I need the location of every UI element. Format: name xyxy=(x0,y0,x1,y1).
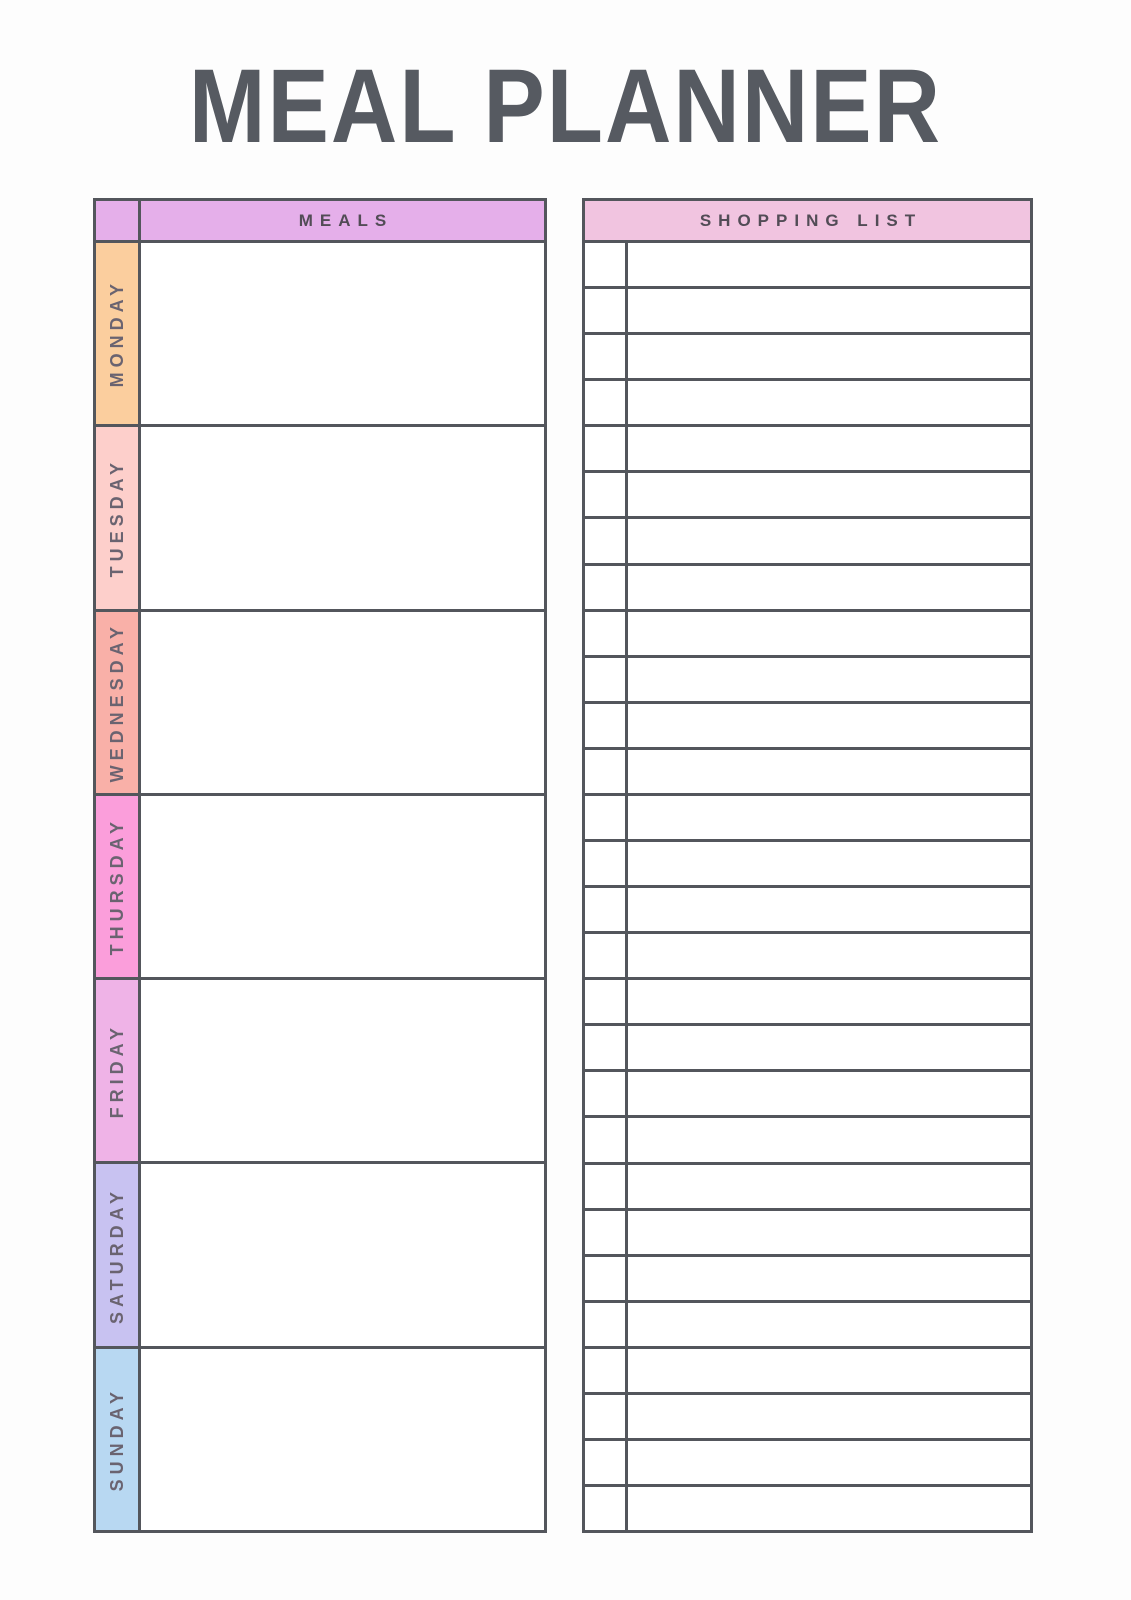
shopping-list-header: SHOPPING LIST xyxy=(699,210,923,230)
meal-input-cell[interactable] xyxy=(141,427,544,608)
day-tab xyxy=(96,980,141,1161)
meals-table xyxy=(93,198,547,1533)
meals-header: MEALS xyxy=(298,210,394,230)
shopping-item-cell[interactable] xyxy=(628,1257,1030,1300)
day-tab xyxy=(96,1349,141,1530)
checkbox-cell[interactable] xyxy=(585,243,628,286)
day-label: MONDAY xyxy=(106,279,127,388)
shopping-item-cell[interactable] xyxy=(628,888,1030,931)
shopping-item-cell[interactable] xyxy=(628,427,1030,470)
meal-input-cell[interactable] xyxy=(141,1164,544,1345)
shopping-list-row xyxy=(585,1441,1030,1487)
day-row xyxy=(96,796,544,980)
day-tab xyxy=(96,427,141,608)
shopping-item-cell[interactable] xyxy=(628,1303,1030,1346)
checkbox-cell[interactable] xyxy=(585,1072,628,1115)
shopping-item-cell[interactable] xyxy=(628,1349,1030,1392)
checkbox-cell[interactable] xyxy=(585,612,628,655)
page-title: MEAL PLANNER xyxy=(188,48,943,165)
shopping-item-cell[interactable] xyxy=(628,1165,1030,1208)
shopping-item-cell[interactable] xyxy=(628,381,1030,424)
meal-input-cell[interactable] xyxy=(141,612,544,793)
shopping-item-cell[interactable] xyxy=(628,1487,1030,1530)
day-label: THURSDAY xyxy=(106,817,127,956)
checkbox-cell[interactable] xyxy=(585,519,628,562)
shopping-list-row xyxy=(585,658,1030,704)
shopping-list-row xyxy=(585,888,1030,934)
shopping-list-row xyxy=(585,1211,1030,1257)
checkbox-cell[interactable] xyxy=(585,335,628,378)
shopping-item-cell[interactable] xyxy=(628,796,1030,839)
day-label: TUESDAY xyxy=(106,458,127,578)
checkbox-cell[interactable] xyxy=(585,796,628,839)
checkbox-cell[interactable] xyxy=(585,1349,628,1392)
shopping-list-row xyxy=(585,243,1030,289)
day-row xyxy=(96,243,544,427)
shopping-list-row xyxy=(585,289,1030,335)
shopping-list-row xyxy=(585,704,1030,750)
shopping-item-cell[interactable] xyxy=(628,566,1030,609)
day-label: SATURDAY xyxy=(106,1186,127,1324)
checkbox-cell[interactable] xyxy=(585,289,628,332)
day-label: FRIDAY xyxy=(106,1023,127,1119)
meal-input-cell[interactable] xyxy=(141,1349,544,1530)
shopping-list-row xyxy=(585,612,1030,658)
checkbox-cell[interactable] xyxy=(585,1026,628,1069)
shopping-item-cell[interactable] xyxy=(628,1026,1030,1069)
checkbox-cell[interactable] xyxy=(585,1211,628,1254)
checkbox-cell[interactable] xyxy=(585,1487,628,1530)
day-row xyxy=(96,612,544,796)
shopping-list-row xyxy=(585,566,1030,612)
shopping-list-row xyxy=(585,1072,1030,1118)
checkbox-cell[interactable] xyxy=(585,1303,628,1346)
day-row xyxy=(96,1164,544,1348)
meals-header-row xyxy=(96,201,544,243)
day-label: WEDNESDAY xyxy=(106,622,127,783)
shopping-list-row xyxy=(585,750,1030,796)
checkbox-cell[interactable] xyxy=(585,1257,628,1300)
checkbox-cell[interactable] xyxy=(585,566,628,609)
shopping-list-row xyxy=(585,427,1030,473)
shopping-list-table xyxy=(582,198,1033,1533)
shopping-list-row xyxy=(585,1303,1030,1349)
shopping-header-row xyxy=(585,201,1030,243)
shopping-item-cell[interactable] xyxy=(628,1072,1030,1115)
shopping-item-cell[interactable] xyxy=(628,658,1030,701)
shopping-list-row xyxy=(585,519,1030,565)
shopping-item-cell[interactable] xyxy=(628,243,1030,286)
meal-input-cell[interactable] xyxy=(141,796,544,977)
shopping-list-row xyxy=(585,934,1030,980)
day-tab xyxy=(96,796,141,977)
meals-body xyxy=(96,243,544,1530)
day-label: SUNDAY xyxy=(106,1387,127,1492)
shopping-item-cell[interactable] xyxy=(628,1395,1030,1438)
shopping-list-row xyxy=(585,1026,1030,1072)
meal-input-cell[interactable] xyxy=(141,243,544,424)
checkbox-cell[interactable] xyxy=(585,1165,628,1208)
shopping-item-cell[interactable] xyxy=(628,934,1030,977)
shopping-list-body xyxy=(585,243,1030,1530)
day-tab xyxy=(96,612,141,793)
checkbox-cell[interactable] xyxy=(585,1441,628,1484)
checkbox-cell[interactable] xyxy=(585,1118,628,1161)
shopping-item-cell[interactable] xyxy=(628,980,1030,1023)
meal-input-cell[interactable] xyxy=(141,980,544,1161)
shopping-item-cell[interactable] xyxy=(628,704,1030,747)
shopping-item-cell[interactable] xyxy=(628,289,1030,332)
shopping-list-row xyxy=(585,473,1030,519)
shopping-list-row xyxy=(585,842,1030,888)
shopping-item-cell[interactable] xyxy=(628,1211,1030,1254)
checkbox-cell[interactable] xyxy=(585,381,628,424)
shopping-item-cell[interactable] xyxy=(628,750,1030,793)
shopping-item-cell[interactable] xyxy=(628,473,1030,516)
shopping-list-row xyxy=(585,1165,1030,1211)
shopping-list-row xyxy=(585,1349,1030,1395)
shopping-item-cell[interactable] xyxy=(628,1118,1030,1161)
shopping-list-row xyxy=(585,381,1030,427)
checkbox-cell[interactable] xyxy=(585,980,628,1023)
checkbox-cell[interactable] xyxy=(585,1395,628,1438)
meals-header-spacer xyxy=(96,201,141,240)
checkbox-cell[interactable] xyxy=(585,888,628,931)
shopping-list-row xyxy=(585,1487,1030,1530)
shopping-list-row xyxy=(585,1257,1030,1303)
shopping-list-row xyxy=(585,980,1030,1026)
checkbox-cell[interactable] xyxy=(585,427,628,470)
shopping-list-row xyxy=(585,1118,1030,1164)
checkbox-cell[interactable] xyxy=(585,704,628,747)
day-tab xyxy=(96,1164,141,1345)
day-row xyxy=(96,427,544,611)
shopping-item-cell[interactable] xyxy=(628,335,1030,378)
shopping-list-row xyxy=(585,1395,1030,1441)
checkbox-cell[interactable] xyxy=(585,934,628,977)
checkbox-cell[interactable] xyxy=(585,473,628,516)
shopping-item-cell[interactable] xyxy=(628,1441,1030,1484)
day-row xyxy=(96,980,544,1164)
shopping-list-row xyxy=(585,796,1030,842)
shopping-item-cell[interactable] xyxy=(628,519,1030,562)
checkbox-cell[interactable] xyxy=(585,658,628,701)
shopping-item-cell[interactable] xyxy=(628,842,1030,885)
shopping-list-row xyxy=(585,335,1030,381)
day-tab xyxy=(96,243,141,424)
day-row xyxy=(96,1349,544,1530)
checkbox-cell[interactable] xyxy=(585,750,628,793)
checkbox-cell[interactable] xyxy=(585,842,628,885)
shopping-item-cell[interactable] xyxy=(628,612,1030,655)
